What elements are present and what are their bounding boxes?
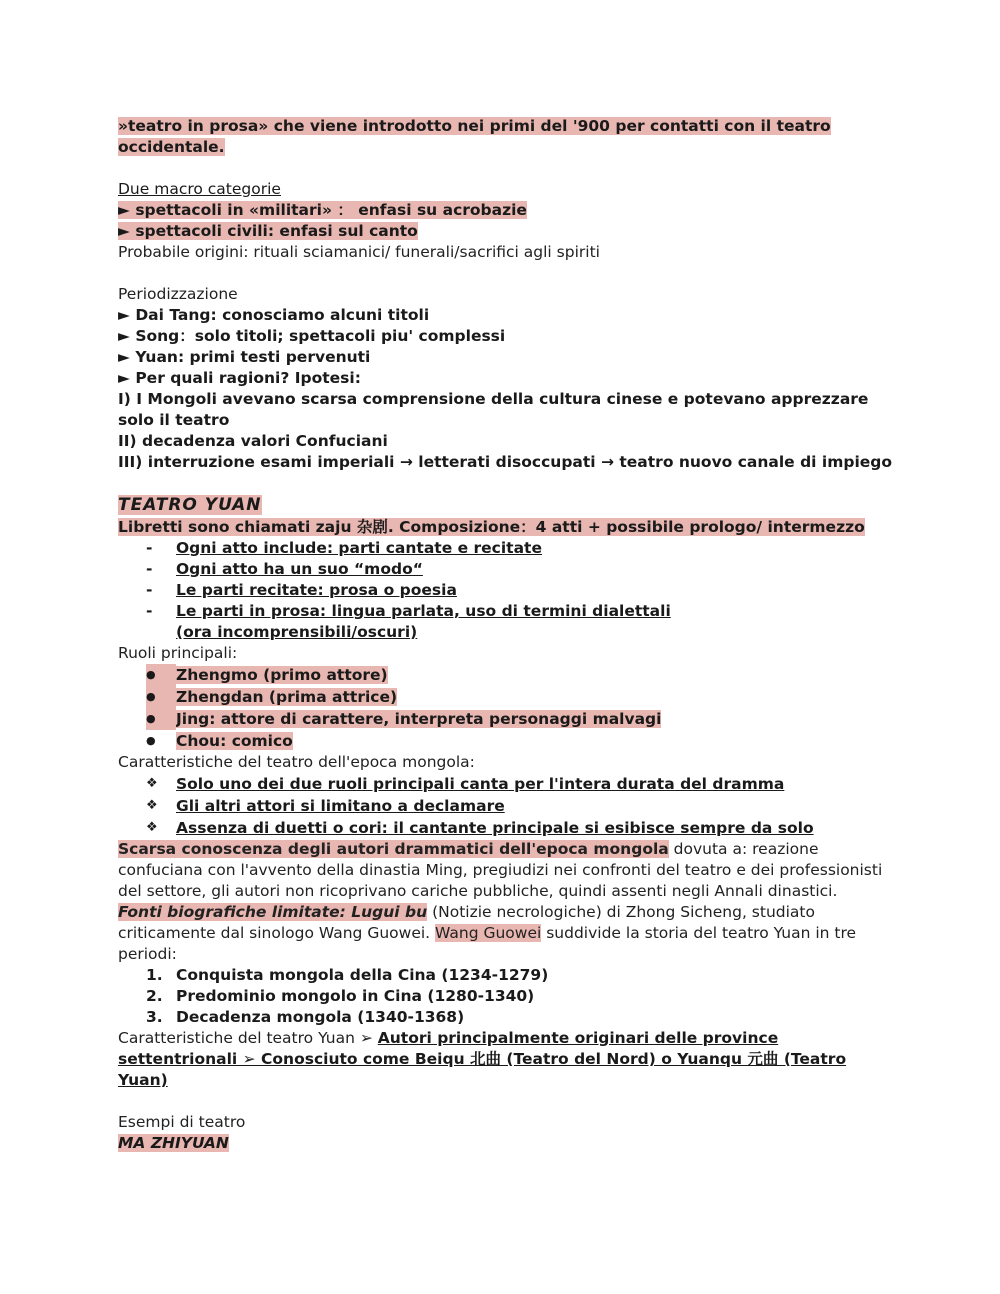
list-item: ● Jing: attore di carattere, interpreta personaggi malvagi — [146, 710, 662, 728]
list-item: 1. Conquista mongola della Cina (1234-1279) — [146, 966, 549, 984]
libretti-line: Libretti sono chiamati zaju 杂剧. Composizione：4 atti + possibile prologo/ intermezzo — [118, 518, 865, 536]
list-item: - Ogni atto ha un suo “modo“ — [146, 560, 423, 578]
list-item: - Le parti recitate: prosa o poesia — [146, 581, 457, 599]
roles-heading: Ruoli principali: — [118, 644, 238, 662]
scarsa-paragraph: Scarsa conoscenza degli autori drammatici dell'epoca mongola dovuta a: reazione confuciana con l'avvento della dinastia Ming, pregiudizi nei confronti del teatro e dei professionisti del settore, gli autori non ricoprivano cariche pubbliche, quindi assenti negli Annali dinastici. — [118, 840, 883, 900]
hypothesis-1: I) I Mongoli avevano scarsa comprensione della cultura cinese e potevano apprezzare solo il teatro — [118, 390, 869, 429]
intro-line-1: »teatro in prosa» che viene introdotto nei primi del '900 per contatti con il teatro — [118, 117, 831, 135]
list-item: ● Zhengdan (prima attrice) — [146, 688, 398, 706]
period-item: ► Per quali ragioni? Ipotesi: — [118, 369, 361, 387]
origins-line: Probabile origini: rituali sciamanici/ funerali/sacrifici agli spiriti — [118, 243, 600, 261]
category-item: ► spettacoli in «militari» ： enfasi su acrobazie — [118, 201, 527, 219]
list-item: - Ogni atto include: parti cantate e recitate — [146, 539, 542, 557]
period-item: ► Song：solo titoli; spettacoli piu' complessi — [118, 327, 506, 345]
list-item: ● Zhengmo (primo attore) — [146, 666, 388, 684]
period-item: ► Dai Tang: conosciamo alcuni titoli — [118, 306, 430, 324]
section-title: TEATRO YUAN — [118, 495, 262, 515]
list-item: - Le parti in prosa: lingua parlata, uso di termini dialettali (ora incomprensibili/oscuri) — [146, 602, 671, 641]
fonti-paragraph: Fonti biografiche limitate: Lugui bu (Notizie necrologiche) di Zhong Sicheng, studiato criticamente dal sinologo Wang Guowei. Wang Guowei suddivide la storia del teatro Yuan in tre periodi: — [118, 903, 857, 963]
roles-list — [118, 664, 888, 752]
document-page — [118, 116, 893, 1154]
list-item: ❖ Solo uno dei due ruoli principali canta per l'intera durata del dramma — [146, 775, 785, 793]
example-author: MA ZHIYUAN — [118, 1134, 229, 1152]
list-item: ● Chou: comico — [146, 732, 293, 750]
list-item: 2. Predominio mongolo in Cina (1280-1340) — [146, 987, 535, 1005]
characteristics-paragraph: Caratteristiche del teatro Yuan ➢ Autori principalmente originari delle province settentrionali ➢ Conosciuto come Beiqu 北曲 (Teatro del Nord) o Yuanqu 元曲 (Teatro Yuan) — [118, 1029, 847, 1089]
traits-heading: Caratteristiche del teatro dell'epoca mongola: — [118, 753, 475, 771]
list-item: ❖ Assenza di duetti o cori: il cantante principale si esibisce sempre da solo — [146, 819, 814, 837]
categories-heading: Due macro categorie — [118, 180, 281, 198]
category-item: ► spettacoli civili: enfasi sul canto — [118, 222, 418, 240]
list-item: 3. Decadenza mongola (1340-1368) — [146, 1008, 465, 1026]
list-item: ❖ Gli altri attori si limitano a declamare — [146, 797, 505, 815]
intro-line-2: occidentale. — [118, 138, 225, 156]
acts-list — [118, 538, 888, 643]
period-item: ► Yuan: primi testi pervenuti — [118, 348, 371, 366]
traits-list — [118, 773, 888, 839]
examples-heading: Esempi di teatro — [118, 1113, 246, 1131]
periods-list — [118, 965, 888, 1028]
hypothesis-2: II) decadenza valori Confuciani — [118, 432, 388, 450]
hypothesis-3: III) interruzione esami imperiali → letterati disoccupati → teatro nuovo canale di impiego — [118, 453, 893, 471]
period-heading: Periodizzazione — [118, 285, 238, 303]
